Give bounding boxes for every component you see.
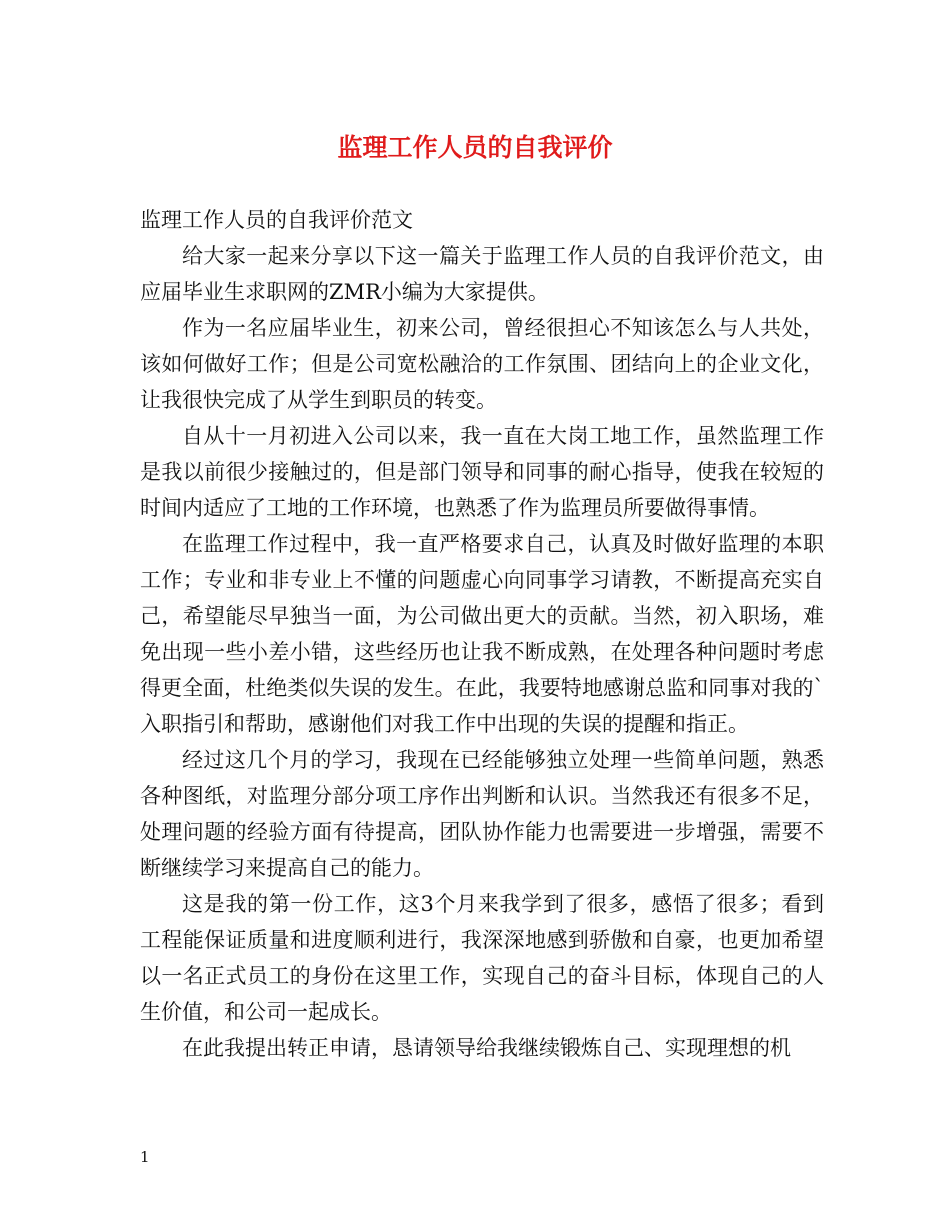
paragraph-new-graduate: 作为一名应届毕业生，初来公司，曾经很担心不知该怎么与人共处，该如何做好工作；但是公司宽松融洽的工作氛围、团结向上的企业文化，让我很快完成了从学生到职员的转变。: [140, 316, 824, 412]
paragraph-work-process: 在监理工作过程中，我一直严格要求自己，认真及时做好监理的本职工作；专业和非专业上不懂的问题虚心向同事学习请教，不断提高充实自己，希望能尽早独当一面，为公司做出更大的贡献。当然，初入职场，难免出现一些小差小错，这些经历也让我不断成熟，在处理各种问题时考虑得更全面，杜绝类似失误的发生。在此，我要特地感谢总监和同事对我的`入职指引和帮助，感谢他们对我工作中出现的失误的提醒和指正。: [140, 532, 824, 736]
paragraph-first-job: 这是我的第一份工作，这3个月来我学到了很多，感悟了很多；看到工程能保证质量和进度顺利进行，我深深地感到骄傲和自豪，也更加希望以一名正式员工的身份在这里工作，实现自己的奋斗目标，体现自己的人生价值，和公司一起成长。: [140, 892, 824, 1024]
paragraph-site-work: 自从十一月初进入公司以来，我一直在大岗工地工作，虽然监理工作是我以前很少接触过的，但是部门领导和同事的耐心指导，使我在较短的时间内适应了工地的工作环境，也熟悉了作为监理员所要做得事情。: [140, 424, 824, 520]
document-body: [140, 202, 824, 1066]
page-number: 1: [140, 1148, 150, 1166]
paragraph-learning: 经过这几个月的学习，我现在已经能够独立处理一些简单问题，熟悉各种图纸，对监理分部分项工序作出判断和认识。当然我还有很多不足，处理问题的经验方面有待提高，团队协作能力也需要进一步增强，需要不断继续学习来提高自己的能力。: [140, 748, 824, 880]
document-subtitle: 监理工作人员的自我评价范文: [140, 208, 413, 232]
paragraph-intro: 给大家一起来分享以下这一篇关于监理工作人员的自我评价范文，由应届毕业生求职网的ZMR小编为大家提供。: [140, 244, 824, 304]
document-title: 监理工作人员的自我评价: [337, 133, 613, 162]
paragraph-application: 在此我提出转正申请，恳请领导给我继续锻炼自己、实现理想的机: [182, 1036, 791, 1060]
